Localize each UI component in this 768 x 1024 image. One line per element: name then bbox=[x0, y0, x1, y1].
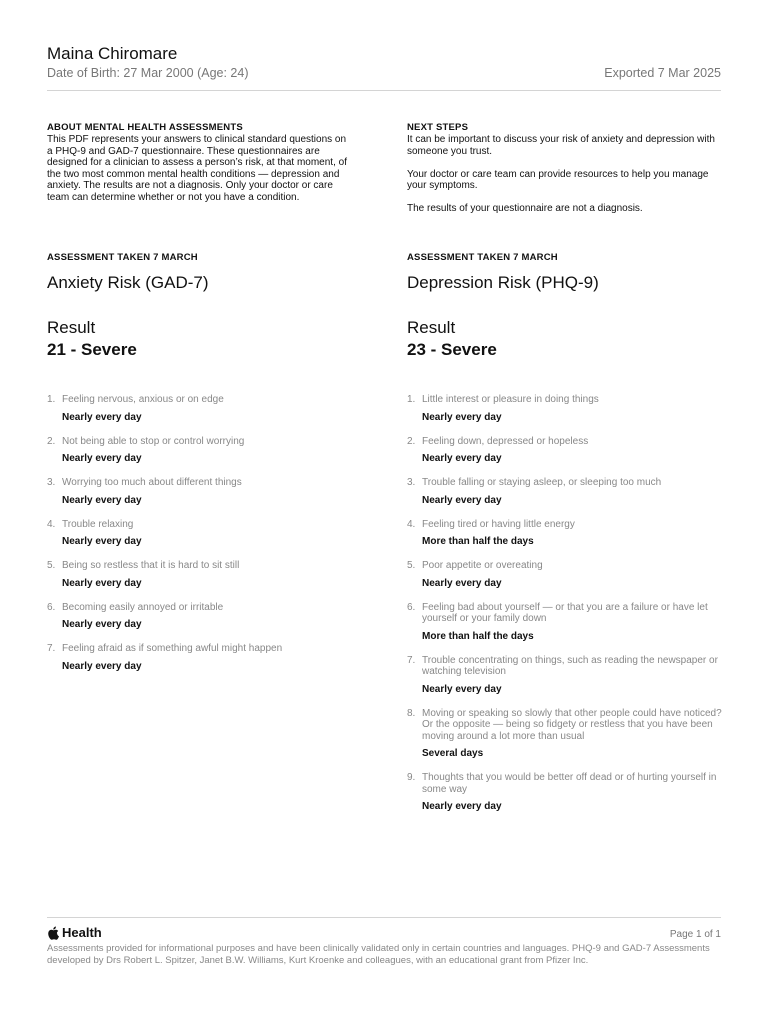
question-body bbox=[422, 655, 722, 696]
question-number: 2. bbox=[407, 435, 416, 447]
question-answer: Nearly every day bbox=[62, 453, 142, 464]
question-item bbox=[47, 602, 357, 632]
question-text: Trouble falling or staying asleep, or sleeping too much bbox=[422, 477, 662, 488]
apple-logo-icon bbox=[47, 926, 59, 940]
question-item bbox=[407, 655, 722, 696]
patient-name: Maina Chiromare bbox=[47, 44, 178, 63]
date-of-birth: Date of Birth: 27 Mar 2000 (Age: 24) bbox=[47, 66, 249, 80]
question-body bbox=[422, 519, 722, 549]
gad7-title: Anxiety Risk (GAD-7) bbox=[47, 273, 209, 292]
phq9-assessment bbox=[407, 252, 722, 825]
question-text: Trouble relaxing bbox=[62, 518, 134, 530]
question-answer: Nearly every day bbox=[62, 494, 142, 506]
question-body bbox=[62, 436, 357, 466]
question-text: Feeling down, depressed or hopeless bbox=[422, 435, 589, 447]
gad7-question-list bbox=[47, 394, 357, 673]
gad7-result-value: 21 - Severe bbox=[47, 340, 137, 359]
question-item bbox=[407, 560, 722, 590]
question-answer: Nearly every day bbox=[422, 494, 502, 506]
question-text: Trouble concentrating on things, such as reading the newspaper or watching television bbox=[422, 654, 718, 677]
question-number: 5. bbox=[47, 560, 56, 571]
next-steps-text bbox=[407, 134, 722, 215]
question-text: Being so restless that it is hard to sit still bbox=[62, 560, 240, 571]
gad7-assessment bbox=[47, 252, 357, 685]
question-body bbox=[62, 602, 357, 632]
question-text: Thoughts that you would be better off dead or of hurting yourself in some way bbox=[422, 772, 717, 795]
question-number: 6. bbox=[407, 601, 416, 613]
phq9-taken-label: ASSESSMENT TAKEN 7 MARCH bbox=[407, 252, 558, 263]
question-text: Not being able to stop or control worrying bbox=[62, 435, 245, 447]
gad7-result-label: Result bbox=[47, 318, 96, 337]
question-number: 6. bbox=[47, 601, 56, 613]
question-answer: Nearly every day bbox=[422, 683, 502, 695]
next-steps-paragraph-1: It can be important to discuss your risk of anxiety and depression with someone you trust. bbox=[407, 134, 715, 157]
question-body bbox=[62, 477, 357, 507]
question-body bbox=[62, 643, 357, 673]
question-text: Poor appetite or overeating bbox=[422, 560, 543, 571]
question-item bbox=[47, 394, 357, 424]
question-body bbox=[422, 772, 722, 813]
phq9-result-label: Result bbox=[407, 318, 456, 337]
page-number: Page 1 of 1 bbox=[669, 929, 721, 940]
question-number: 3. bbox=[407, 477, 416, 488]
question-number: 4. bbox=[47, 518, 56, 530]
question-item bbox=[407, 772, 722, 813]
next-steps-section bbox=[407, 122, 722, 215]
question-text: Little interest or pleasure in doing things bbox=[422, 394, 599, 405]
question-number: 2. bbox=[47, 435, 56, 447]
question-item bbox=[47, 560, 357, 590]
document-header bbox=[47, 44, 721, 91]
question-number: 7. bbox=[47, 643, 56, 654]
question-item bbox=[47, 477, 357, 507]
question-answer: Nearly every day bbox=[422, 577, 502, 589]
question-number: 4. bbox=[407, 518, 416, 530]
next-steps-title: NEXT STEPS bbox=[407, 122, 469, 133]
question-answer: Nearly every day bbox=[422, 453, 502, 464]
question-number: 8. bbox=[407, 707, 416, 719]
question-number: 7. bbox=[407, 654, 416, 666]
footer-row bbox=[47, 925, 721, 940]
question-text: Becoming easily annoyed or irritable bbox=[62, 601, 224, 613]
question-body bbox=[422, 708, 722, 761]
question-body bbox=[422, 436, 722, 466]
question-number: 9. bbox=[407, 772, 416, 783]
question-item bbox=[47, 519, 357, 549]
question-number: 5. bbox=[407, 560, 416, 571]
question-number: 1. bbox=[47, 394, 56, 405]
disclaimer: Assessments provided for informational purposes and have been clinically validated only in certain countries and languages. PHQ-9 and GAD-7 Assessments developed by Drs Robert L. Spitzer, Janet B.W. Williams, Kurt Kroenke and colleagues, with an educational grant from Pfizer Inc. bbox=[47, 943, 710, 966]
question-text: Feeling nervous, anxious or on edge bbox=[62, 394, 224, 405]
question-body bbox=[62, 519, 357, 549]
phq9-result-value: 23 - Severe bbox=[407, 340, 497, 359]
brand-label: Health bbox=[62, 925, 102, 940]
question-body bbox=[422, 394, 722, 424]
question-answer: Nearly every day bbox=[422, 411, 502, 423]
question-answer: Nearly every day bbox=[422, 801, 502, 812]
question-answer: Nearly every day bbox=[62, 577, 142, 589]
about-paragraph: This PDF represents your answers to clinical standard questions on a PHQ-9 and GAD-7 questionnaire. These questionnaires are designed for a clinician to assess a person’s risk, at that moment, of the two most common mental health conditions — depression and anxiety. The results are not a diagnosis. Only your doctor or care team can determine whether or not you have a condition. bbox=[47, 134, 347, 203]
question-number: 3. bbox=[47, 477, 56, 488]
question-item bbox=[407, 394, 722, 424]
question-item bbox=[407, 519, 722, 549]
question-answer: Nearly every day bbox=[62, 411, 142, 423]
question-item bbox=[407, 477, 722, 507]
question-body bbox=[422, 560, 722, 590]
health-brand bbox=[47, 925, 102, 940]
question-text: Feeling tired or having little energy bbox=[422, 518, 575, 530]
question-item bbox=[407, 708, 722, 761]
question-body bbox=[422, 602, 722, 643]
question-answer: Nearly every day bbox=[62, 660, 142, 672]
question-answer: Several days bbox=[422, 748, 484, 759]
export-date: Exported 7 Mar 2025 bbox=[604, 66, 721, 80]
about-text bbox=[47, 134, 347, 203]
question-number: 1. bbox=[407, 394, 416, 405]
document-footer bbox=[47, 917, 721, 967]
question-body bbox=[62, 560, 357, 590]
question-answer: Nearly every day bbox=[62, 536, 142, 547]
question-text: Feeling bad about yourself — or that you are a failure or have let yourself or your family down bbox=[422, 601, 708, 624]
phq9-question-list bbox=[407, 394, 722, 813]
gad7-taken-label: ASSESSMENT TAKEN 7 MARCH bbox=[47, 252, 198, 263]
question-body bbox=[422, 477, 722, 507]
about-section bbox=[47, 122, 347, 203]
phq9-title: Depression Risk (PHQ-9) bbox=[407, 273, 599, 292]
question-item bbox=[407, 602, 722, 643]
about-title: ABOUT MENTAL HEALTH ASSESSMENTS bbox=[47, 122, 243, 133]
question-item bbox=[47, 436, 357, 466]
question-text: Worrying too much about different things bbox=[62, 477, 242, 488]
question-item bbox=[47, 643, 357, 673]
question-text: Moving or speaking so slowly that other people could have noticed? Or the opposite — being so fidgety or restless that you have been moving around a lot more than usual bbox=[422, 707, 722, 742]
question-answer: Nearly every day bbox=[62, 619, 142, 630]
question-answer: More than half the days bbox=[422, 536, 534, 547]
question-text: Feeling afraid as if something awful might happen bbox=[62, 643, 283, 654]
header-subline bbox=[47, 66, 721, 80]
question-body bbox=[62, 394, 357, 424]
question-item bbox=[407, 436, 722, 466]
question-answer: More than half the days bbox=[422, 630, 534, 642]
next-steps-paragraph-2: Your doctor or care team can provide resources to help you manage your symptoms. bbox=[407, 168, 709, 191]
next-steps-paragraph-3: The results of your questionnaire are not a diagnosis. bbox=[407, 203, 643, 214]
